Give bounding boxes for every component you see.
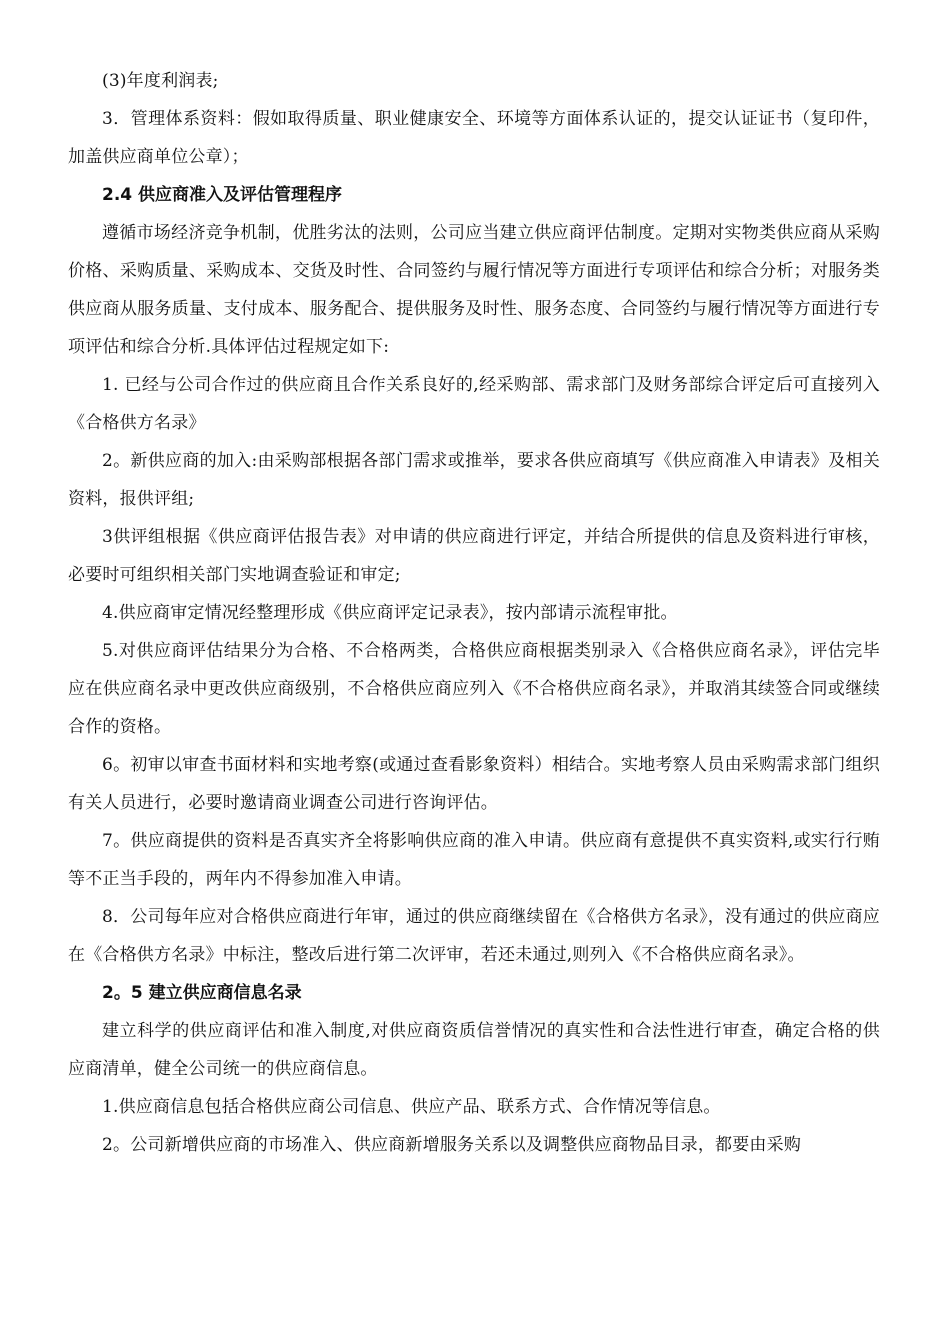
- paragraph-item-6: 6。初审以审查书面材料和实地考察(或通过查看影象资料）相结合。实地考察人员由采购需求部门组织有关人员进行，必要时邀请商业调查公司进行咨询评估。: [68, 755, 880, 813]
- paragraph-item-3: 3供评组根据《供应商评估报告表》对申请的供应商进行评定，并结合所提供的信息及资料进行审核，必要时可组织相关部门实地调查验证和审定;: [68, 527, 880, 585]
- paragraph-item-2: 2。新供应商的加入:由采购部根据各部门需求或推举，要求各供应商填写《供应商准入申请表》及相关资料，报供评组;: [68, 451, 880, 509]
- paragraph-item-1: 1. 已经与公司合作过的供应商且合作关系良好的,经采购部、需求部门及财务部综合评定后可直接列入《合格供方名录》: [68, 375, 880, 433]
- paragraph-directory-intro: 建立科学的供应商评估和准入制度,对供应商资质信誉情况的真实性和合法性进行审查，确定合格的供应商清单，健全公司统一的供应商信息。: [68, 1021, 880, 1079]
- paragraph-evaluation-intro: 遵循市场经济竞争机制，优胜劣汰的法则，公司应当建立供应商评估制度。定期对实物类供应商从采购价格、采购质量、采购成本、交货及时性、合同签约与履行情况等方面进行专项评估和综合分析；对服务类供应商从服务质量、支付成本、服务配合、提供服务及时性、服务态度、合同签约与履行情况等方面进行专项评估和综合分析.具体评估过程规定如下:: [68, 223, 880, 357]
- paragraph-directory-item-2: 2。公司新增供应商的市场准入、供应商新增服务关系以及调整供应商物品目录，都要由采购: [102, 1135, 802, 1155]
- paragraph-directory-item-1: 1.供应商信息包括合格供应商公司信息、供应产品、联系方式、合作情况等信息。: [102, 1097, 721, 1117]
- paragraph-item-4: 4.供应商审定情况经整理形成《供应商评定记录表》，按内部请示流程审批。: [102, 603, 678, 623]
- paragraph-item-8: 8．公司每年应对合格供应商进行年审，通过的供应商继续留在《合格供方名录》，没有通过的供应商应在《合格供方名录》中标注，整改后进行第二次评审，若还未通过,则列入《不合格供应商名录》。: [68, 907, 880, 965]
- document-page: [68, 62, 880, 1164]
- paragraph-management-system-materials: 3．管理体系资料：假如取得质量、职业健康安全、环境等方面体系认证的，提交认证证书（复印件，加盖供应商单位公章）；: [68, 109, 880, 167]
- paragraph-item-5: 5.对供应商评估结果分为合格、不合格两类，合格供应商根据类别录入《合格供应商名录》，评估完毕应在供应商名录中更改供应商级别，不合格供应商应列入《不合格供应商名录》，并取消其续签合同或继续合作的资格。: [68, 641, 880, 737]
- section-heading-2-4: 2.4 供应商准入及评估管理程序: [102, 185, 343, 205]
- paragraph-item-7: 7。供应商提供的资料是否真实齐全将影响供应商的准入申请。供应商有意提供不真实资料,或实行行贿等不正当手段的，两年内不得参加准入申请。: [68, 831, 880, 889]
- paragraph-annual-profit-statement: (3)年度利润表;: [102, 71, 219, 91]
- section-heading-2-5: 2。5 建立供应商信息名录: [102, 983, 302, 1003]
